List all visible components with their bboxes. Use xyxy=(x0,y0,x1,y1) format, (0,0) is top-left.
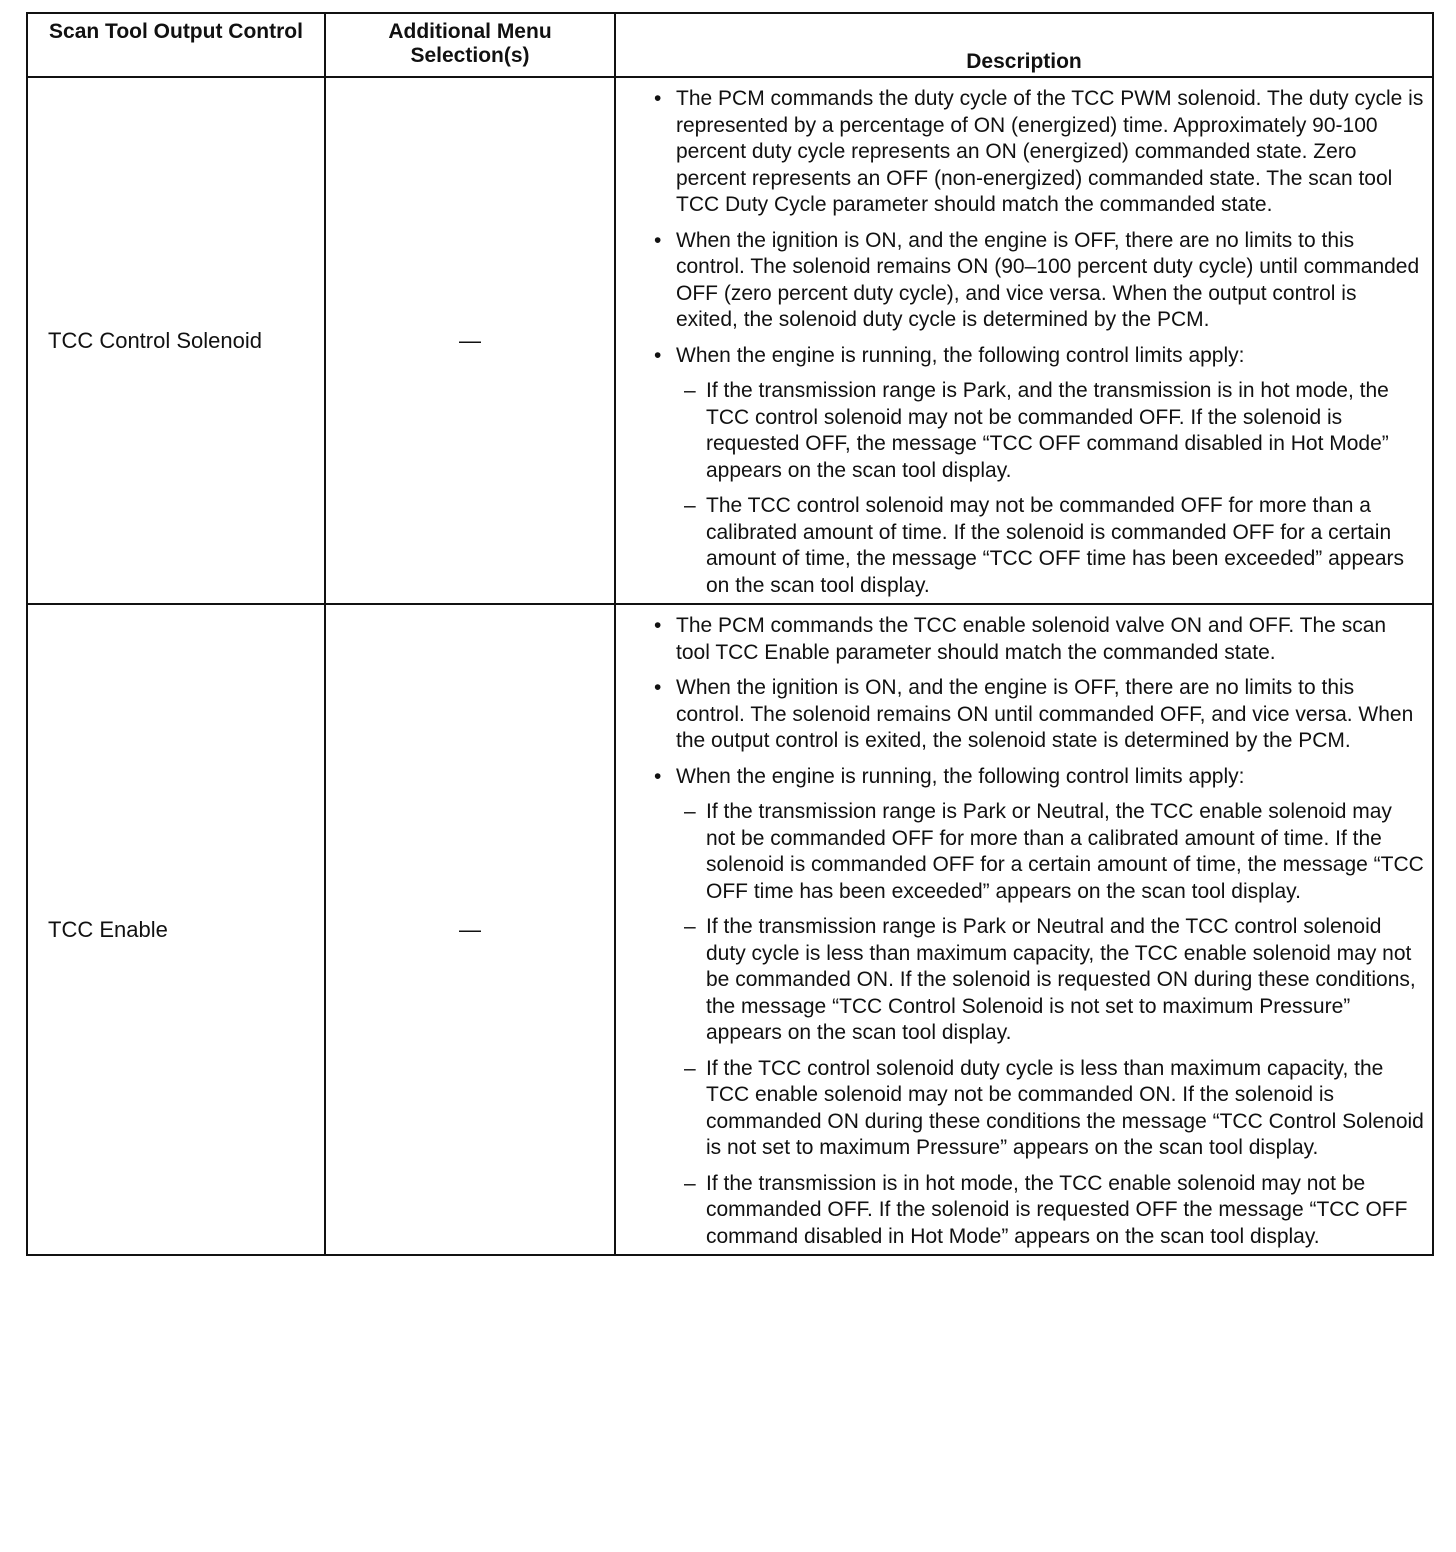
control-name-cell: TCC Enable xyxy=(27,604,325,1255)
description-bullet: • The PCM commands the duty cycle of the TCC PWM solenoid. The duty cycle is represented by a percentage of ON (energized) time. Approximately 90-100 percent duty cycle represents an ON (energized) commanded state. Zero percent represents an OFF (non-energized) commanded state. The scan tool TCC Duty Cycle parameter should match the commanded state. xyxy=(654,86,1424,219)
output-control-table xyxy=(26,12,1434,1256)
description-sub-item: – The TCC control solenoid may not be commanded OFF for more than a calibrated amount of time. If the solenoid is commanded OFF for a certain amount of time, the message “TCC OFF time has been exceeded” appears on the scan tool display. xyxy=(654,493,1424,599)
control-name-cell: TCC Control Solenoid xyxy=(27,77,325,604)
description-bullet: • When the ignition is ON, and the engine is OFF, there are no limits to this control. The solenoid remains ON until commanded OFF, and vice versa. When the output control is exited, the solenoid state is determined by the PCM. xyxy=(654,675,1424,755)
description-bullet: • When the ignition is ON, and the engine is OFF, there are no limits to this control. The solenoid remains ON (90–100 percent duty cycle) until commanded OFF (zero percent duty cycle), and vice versa. When the output control is exited, the solenoid duty cycle is determined by the PCM. xyxy=(654,228,1424,334)
description-sub-item: – If the transmission is in hot mode, the TCC enable solenoid may not be commanded OFF. If the solenoid is requested OFF the message “TCC OFF command disabled in Hot Mode” appears on the scan tool display. xyxy=(654,1171,1424,1251)
description-sub-item: – If the transmission range is Park or Neutral, the TCC enable solenoid may not be commanded OFF for more than a calibrated amount of time. If the solenoid is commanded OFF for a certain amount of time, the message “TCC OFF time has been exceeded” appears on the scan tool display. xyxy=(654,799,1424,905)
description-bullet: • When the engine is running, the following control limits apply: xyxy=(654,343,1424,370)
header-additional-menu-selections: Additional Menu Selection(s) xyxy=(325,13,615,77)
description-cell xyxy=(615,77,1433,604)
menu-selection-cell: — xyxy=(325,77,615,604)
description-bullet: • The PCM commands the TCC enable solenoid valve ON and OFF. The scan tool TCC Enable parameter should match the commanded state. xyxy=(654,613,1424,666)
table-row xyxy=(27,604,1433,1255)
description-bullet: • When the engine is running, the following control limits apply: xyxy=(654,764,1424,791)
description-sub-item: – If the TCC control solenoid duty cycle is less than maximum capacity, the TCC enable solenoid may not be commanded ON. If the solenoid is commanded ON during these conditions the message “TCC Control Solenoid is not set to maximum Pressure” appears on the scan tool display. xyxy=(654,1056,1424,1162)
description-sub-item: – If the transmission range is Park or Neutral and the TCC control solenoid duty cycle is less than maximum capacity, the TCC enable solenoid may not be commanded ON. If the solenoid is requested ON during these conditions, the message “TCC Control Solenoid is not set to maximum Pressure” appears on the scan tool display. xyxy=(654,914,1424,1047)
menu-selection-cell: — xyxy=(325,604,615,1255)
table-row xyxy=(27,77,1433,604)
header-description: Description xyxy=(615,13,1433,77)
header-row xyxy=(27,13,1433,77)
header-scan-tool-output-control: Scan Tool Output Control xyxy=(27,13,325,77)
description-cell xyxy=(615,604,1433,1255)
description-sub-item: – If the transmission range is Park, and the transmission is in hot mode, the TCC control solenoid may not be commanded OFF. If the solenoid is requested OFF, the message “TCC OFF command disabled in Hot Mode” appears on the scan tool display. xyxy=(654,378,1424,484)
